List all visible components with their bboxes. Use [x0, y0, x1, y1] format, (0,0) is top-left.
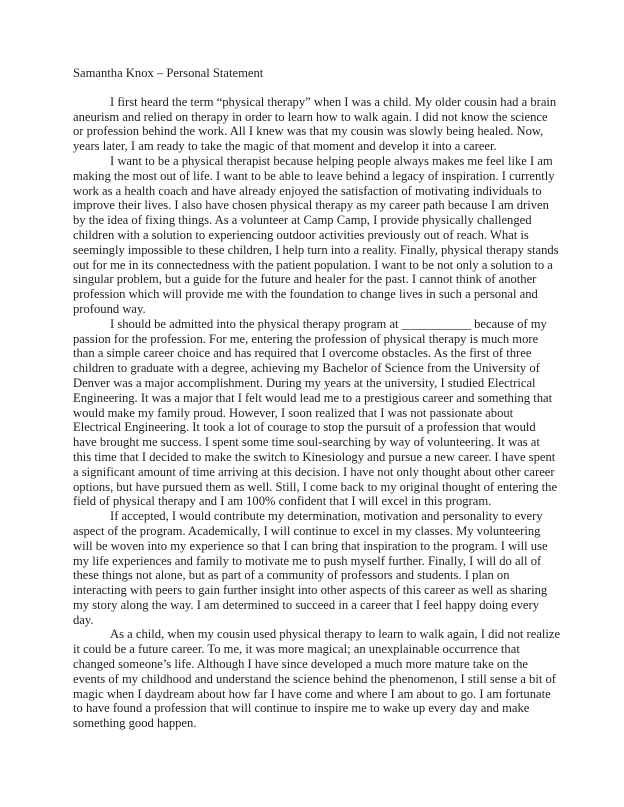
text-line: Electrical Engineering. It took a lot of courage to stop the pursuit of a profession that would [73, 420, 536, 435]
text-line: changed someone’s life. Although I have since developed a much more mature take on the [73, 657, 528, 672]
text-line: children to graduate with a degree, achieving my Bachelor of Science from the University of [73, 361, 540, 376]
document-body [73, 95, 563, 731]
text-line: have brought me success. I spent some time soul-searching by way of volunteering. It was at [73, 435, 540, 450]
text-line: aneurism and relied on therapy in order to learn how to walk again. I did not know the science [73, 109, 548, 124]
text-line: it could be a future career. To me, it was more magical; an unexplainable occurrence that [73, 642, 520, 657]
text-line: to have found a profession that will continue to inspire me to wake up every day and make [73, 701, 530, 716]
text-line: or profession behind the work. All I knew was that my cousin was slowly being healed. Now, [73, 124, 544, 139]
text-line: I first heard the term “physical therapy” when I was a child. My older cousin had a brain [110, 94, 557, 109]
text-line: I want to be a physical therapist because helping people always makes me feel like I am [110, 153, 553, 168]
paragraph [73, 509, 563, 627]
text-line: events of my childhood and understand the science behind the phenomenon, I still sense a bit of [73, 671, 556, 686]
text-line: children with a solution to experiencing outdoor activities previously out of reach. What is [73, 227, 529, 242]
text-line: years later, I am ready to take the magic of that moment and develop it into a career. [73, 139, 497, 154]
text-line: day. [73, 612, 94, 627]
text-line: by the idea of fixing things. As a volunteer at Camp Camp, I provide physically challenged [73, 213, 532, 228]
personal-statement [73, 66, 563, 731]
text-line: field of physical therapy and I am 100% confident that I will excel in this program. [73, 494, 492, 509]
text-line: seemingly impossible to these children, I help turn into a reality. Finally, physical therapy stands [73, 242, 559, 257]
text-line: work as a health coach and have already enjoyed the satisfaction of motivating individuals to [73, 183, 542, 198]
text-line: out for me in its connectedness with the patient population. I want to be not only a solution to a [73, 257, 553, 272]
text-line: my life experiences and family to motivate me to push myself further. Finally, I will do all of [73, 553, 542, 568]
text-line: magic when I daydream about how far I have come and where I am about to go. I am fortunate [73, 686, 551, 701]
text-line: As a child, when my cousin used physical therapy to learn to walk again, I did not realize [110, 627, 561, 642]
text-line: profound way. [73, 301, 146, 316]
text-line: will be woven into my experience so that I can bring that inspiration to the program. I will use [73, 538, 548, 553]
text-line: If accepted, I would contribute my determination, motivation and personality to every [110, 509, 543, 524]
text-line: I should be admitted into the physical therapy program at ___________ because of my [110, 316, 547, 331]
text-line: this time that I decided to make the switch to Kinesiology and pursue a new career. I have spent [73, 449, 556, 464]
text-line: profession which will provide me with the foundation to change lives in such a personal and [73, 287, 538, 302]
text-line: passion for the profession. For me, entering the profession of physical therapy is much more [73, 331, 539, 346]
paragraph [73, 154, 563, 317]
text-line: my story along the way. I am determined to succeed in a career that I feel happy doing every [73, 597, 540, 612]
paragraph [73, 627, 563, 731]
document-title: Samantha Knox – Personal Statement [73, 66, 264, 80]
text-line: singular problem, but a guide for the future and healer for the past. I cannot think of another [73, 272, 537, 287]
text-line: Denver was a major accomplishment. During my years at the university, I studied Electrical [73, 375, 536, 390]
paragraph [73, 95, 563, 154]
text-line: interacting with peers to gain further insight into other aspects of this career as well as sharing [73, 583, 548, 598]
text-line: these things not alone, but as part of a community of professors and students. I plan on [73, 568, 510, 583]
text-line: a significant amount of time arriving at this decision. I have not only thought about other career [73, 464, 555, 479]
text-line: something good happen. [73, 716, 197, 731]
text-line: Engineering. It was a major that I felt would lead me to a prestigious career and something that [73, 390, 553, 405]
text-line: improve their lives. I also have chosen physical therapy as my career path because I am driven [73, 198, 549, 213]
paragraph [73, 317, 563, 509]
text-line: making the most out of life. I want to be able to leave behind a legacy of inspiration. I currently [73, 168, 555, 183]
text-line: options, but have pursued them as well. Still, I come back to my original thought of entering the [73, 479, 558, 494]
text-line: than a simple career choice and has required that I overcome obstacles. As the first of three [73, 346, 532, 361]
text-line: aspect of the program. Academically, I will continue to excel in my classes. My volunteering [73, 523, 541, 538]
text-line: would make my family proud. However, I soon realized that I was not passionate about [73, 405, 514, 420]
